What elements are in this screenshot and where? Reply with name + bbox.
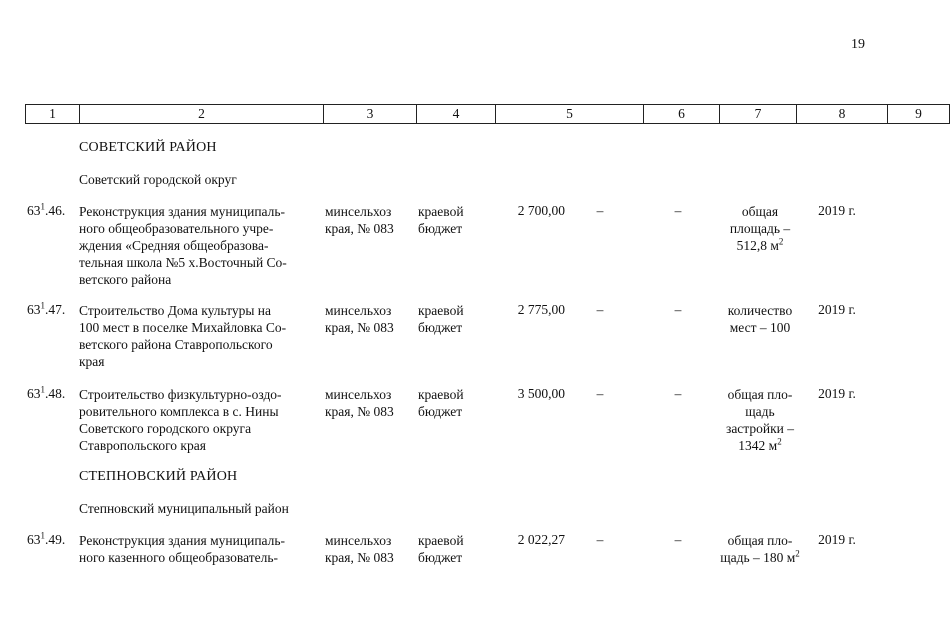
row-number: $63^1.46$. xyxy=(27,201,66,218)
column-header: 6 xyxy=(644,105,720,123)
description-line: ждения «Средняя общеобразова- xyxy=(79,238,269,253)
section-title: СОВЕТСКИЙ РАЙОН xyxy=(79,140,217,155)
amount: 3 500,00 xyxy=(517,386,565,401)
object-description xyxy=(79,386,316,454)
col7-value: – xyxy=(674,532,682,547)
col6-value: – xyxy=(596,532,604,547)
row-number: $63^1.49$. xyxy=(27,530,66,547)
col6-value: – xyxy=(596,386,604,401)
customer: минсельхоз края, № 083 xyxy=(325,204,394,236)
table-header-row xyxy=(25,104,950,124)
subsection-title: Советский городской округ xyxy=(79,172,237,187)
description-line: ветского района xyxy=(79,272,172,287)
customer: минсельхоз края, № 083 xyxy=(325,303,394,335)
object-description xyxy=(79,302,316,370)
col6-value: – xyxy=(596,302,604,317)
description-line: Строительство Дома культуры на xyxy=(79,303,272,318)
col7-value: – xyxy=(674,302,682,317)
description-line: Реконструкция здания муниципаль- xyxy=(79,204,286,219)
description-line: ровительного комплекса в с. Нины xyxy=(79,404,279,419)
capacity: общая площадь – 512,8 $м^2$ xyxy=(729,204,791,253)
year: 2019 г. xyxy=(818,203,856,218)
description-line: ного общеобразовательного учре- xyxy=(79,221,274,236)
customer: минсельхоз края, № 083 xyxy=(325,533,394,565)
column-header: 3 xyxy=(324,105,417,123)
description-line: Советского городского округа xyxy=(79,421,252,436)
funding-source: краевой бюджет xyxy=(418,387,464,419)
funding-source: краевой бюджет xyxy=(418,533,464,565)
description-line: 100 мест в поселке Михайловка Со- xyxy=(79,320,287,335)
description-line: ветского района Ставропольского xyxy=(79,337,273,352)
col6-value: – xyxy=(596,203,604,218)
column-header: 7 xyxy=(720,105,797,123)
column-header: 4 xyxy=(417,105,496,123)
year: 2019 г. xyxy=(818,532,856,547)
funding-source: краевой бюджет xyxy=(418,204,464,236)
amount: 2 775,00 xyxy=(517,302,565,317)
section-title: СТЕПНОВСКИЙ РАЙОН xyxy=(79,469,238,484)
column-header: 8 xyxy=(797,105,888,123)
subsection-title: Степновский муниципальный район xyxy=(79,501,289,516)
column-header: 9 xyxy=(915,106,922,121)
amount: 2 700,00 xyxy=(517,203,565,218)
capacity: общая пло- щадь – 180 $м^2$ xyxy=(720,533,800,565)
description-line: Ставропольского края xyxy=(79,438,206,453)
column-header: 5 xyxy=(496,105,644,123)
row-number: $63^1.48$. xyxy=(27,384,66,401)
description-line: края xyxy=(79,354,105,369)
page-number: 19 xyxy=(851,37,865,52)
capacity: общая пло- щадь застройки – 1342 $м^2$ xyxy=(725,387,794,453)
customer: минсельхоз края, № 083 xyxy=(325,387,394,419)
description-line: ного казенного общеобразователь- xyxy=(79,550,278,565)
object-description xyxy=(79,203,316,288)
description-line: Строительство физкультурно-оздо- xyxy=(79,387,282,402)
row-number: $63^1.47$. xyxy=(27,300,66,317)
description-line: Реконструкция здания муниципаль- xyxy=(79,533,286,548)
column-header: 1 xyxy=(26,105,80,123)
capacity: количество мест – 100 xyxy=(727,303,793,335)
description-line: тельная школа №5 х.Восточный Со- xyxy=(79,255,287,270)
funding-source: краевой бюджет xyxy=(418,303,464,335)
object-description xyxy=(79,532,316,566)
amount: 2 022,27 xyxy=(517,532,565,547)
col7-value: – xyxy=(674,203,682,218)
year: 2019 г. xyxy=(818,302,856,317)
year: 2019 г. xyxy=(818,386,856,401)
col7-value: – xyxy=(674,386,682,401)
column-header: 2 xyxy=(80,105,324,123)
